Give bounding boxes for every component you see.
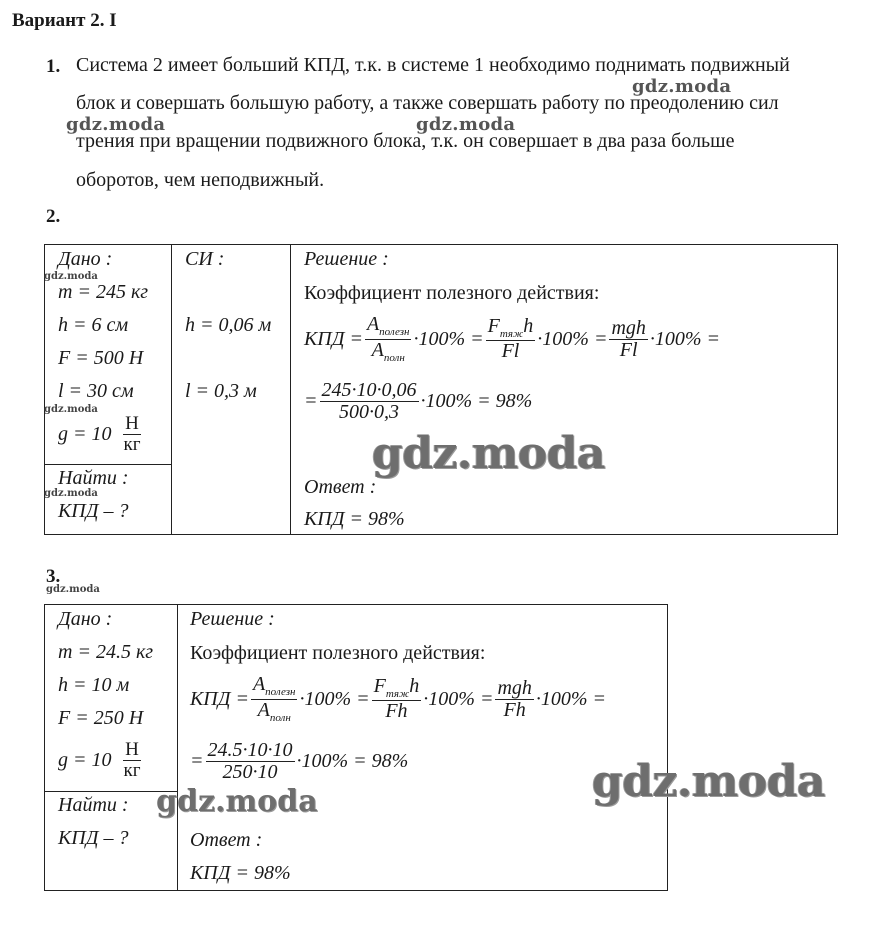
given-header: Дано : xyxy=(58,608,113,630)
given-g xyxy=(58,414,143,455)
find-header: Найти : xyxy=(58,794,129,816)
task2-number: 2. xyxy=(46,206,61,227)
a-useful: A xyxy=(252,673,266,695)
given-g xyxy=(58,740,143,781)
f-grav: F xyxy=(487,314,500,337)
calc-row xyxy=(190,740,408,783)
g-label: g = 10 xyxy=(58,748,112,771)
given-item: l = 30 см xyxy=(58,380,134,402)
fraction-a xyxy=(365,314,412,364)
answer: КПД = 98% xyxy=(304,508,405,530)
task1-line-3: трения при вращении подвижного блока, т.к. он совершает в два раза больше xyxy=(76,130,735,152)
a-full: A xyxy=(257,698,270,721)
h: h xyxy=(409,674,420,697)
g-unit xyxy=(122,414,143,455)
fh: Fh xyxy=(385,700,408,723)
given-item: F = 500 Н xyxy=(58,347,144,369)
fraction-mgh xyxy=(609,318,647,361)
fh: Fh xyxy=(503,698,526,721)
a-full: A xyxy=(371,338,384,361)
g-unit-num: Н xyxy=(125,413,139,434)
given-item: m = 24.5 кг xyxy=(58,641,154,663)
mgh: mgh xyxy=(611,316,646,339)
task3-number: 3. xyxy=(46,566,61,587)
eq-prefix: = xyxy=(304,390,318,412)
table-divider xyxy=(177,604,178,891)
g-unit xyxy=(122,740,143,781)
watermark-small: gdz.moda xyxy=(632,76,732,97)
watermark-tiny: gdz.moda xyxy=(44,488,98,499)
a-useful-sub: полезн xyxy=(265,686,296,698)
percent-eq-end: ·100% = xyxy=(649,327,721,350)
si-header: СИ : xyxy=(185,248,225,270)
calc-result: ·100% = 98% xyxy=(296,750,409,772)
answer: КПД = 98% xyxy=(190,862,291,884)
si-item: h = 0,06 м xyxy=(185,314,272,336)
given-item: h = 10 м xyxy=(58,674,130,696)
kpd-label: КПД = xyxy=(304,327,363,350)
kpd-label: КПД = xyxy=(190,687,249,710)
answer-header: Ответ : xyxy=(190,829,263,851)
percent-eq: ·100% = xyxy=(423,687,494,710)
percent-eq: ·100% = xyxy=(413,327,484,350)
find-item: КПД – ? xyxy=(58,827,129,849)
calc-num: 24.5·10·10 xyxy=(207,739,293,761)
solution-header: Решение : xyxy=(190,608,275,630)
mgh: mgh xyxy=(497,676,532,699)
solution-intro: Коэффициент полезного действия: xyxy=(304,282,600,304)
given-item: m = 245 кг xyxy=(58,281,149,303)
task1-number: 1. xyxy=(46,56,61,77)
given-header: Дано : xyxy=(58,248,113,270)
a-full-sub: полн xyxy=(383,351,405,364)
table-divider xyxy=(44,464,171,465)
table-divider xyxy=(171,244,172,535)
g-label: g = 10 xyxy=(58,422,112,445)
solution-intro: Коэффициент полезного действия: xyxy=(190,642,486,664)
f-grav: F xyxy=(373,674,386,697)
fraction-a xyxy=(251,674,298,724)
calc-den: 250·10 xyxy=(222,761,278,783)
g-unit-den: кг xyxy=(123,759,141,781)
find-header: Найти : xyxy=(58,467,129,489)
page-title: Вариант 2. I xyxy=(12,10,117,31)
fl: Fl xyxy=(619,338,638,361)
percent-eq-end: ·100% = xyxy=(535,687,607,710)
watermark-large: gdz.moda xyxy=(592,756,826,807)
find-item: КПД – ? xyxy=(58,500,129,522)
watermark-medium: gdz.moda xyxy=(156,784,318,819)
calc-result: ·100% = 98% xyxy=(420,390,533,412)
task1-line-4: оборотов, чем неподвижный. xyxy=(76,169,325,191)
calc-row xyxy=(304,380,532,423)
given-item: F = 250 Н xyxy=(58,707,144,729)
a-full-sub: полн xyxy=(269,711,291,724)
calc-fraction xyxy=(206,740,295,783)
table-divider xyxy=(290,244,291,535)
fraction-mgh xyxy=(495,678,533,721)
watermark-tiny: gdz.moda xyxy=(46,584,100,595)
calc-fraction xyxy=(320,380,419,423)
task1-line-1: Система 2 имеет больший КПД, т.к. в системе 1 необходимо поднимать подвижный xyxy=(76,54,790,76)
watermark-small: gdz.moda xyxy=(416,114,516,135)
percent-eq: ·100% = xyxy=(537,327,608,350)
percent-eq: ·100% = xyxy=(299,687,370,710)
watermark-small: gdz.moda xyxy=(66,114,166,135)
a-useful: A xyxy=(366,313,380,335)
f-grav-sub: тяж xyxy=(385,687,410,700)
eq-prefix: = xyxy=(190,750,204,772)
watermark-tiny: gdz.moda xyxy=(44,271,98,282)
si-item: l = 0,3 м xyxy=(185,380,257,402)
solution-header: Решение : xyxy=(304,248,389,270)
watermark-large: gdz.moda xyxy=(372,428,606,479)
g-unit-num: Н xyxy=(125,739,139,760)
calc-den: 500·0,3 xyxy=(339,401,399,423)
task1-line-2: блок и совершать большую работу, а также совершать работу по преодолению сил xyxy=(76,92,779,114)
given-item: h = 6 см xyxy=(58,314,129,336)
answer-header: Ответ : xyxy=(304,476,377,498)
calc-num: 245·10·0,06 xyxy=(321,379,417,401)
fl: Fl xyxy=(501,340,520,363)
g-unit-den: кг xyxy=(123,433,141,455)
formula-row xyxy=(304,314,720,364)
watermark-tiny: gdz.moda xyxy=(44,404,98,415)
fraction-f xyxy=(372,676,422,723)
a-useful-sub: полезн xyxy=(379,326,410,338)
f-grav-sub: тяж xyxy=(499,327,524,340)
h: h xyxy=(523,314,534,337)
formula-row xyxy=(190,674,606,724)
fraction-f xyxy=(486,316,536,363)
